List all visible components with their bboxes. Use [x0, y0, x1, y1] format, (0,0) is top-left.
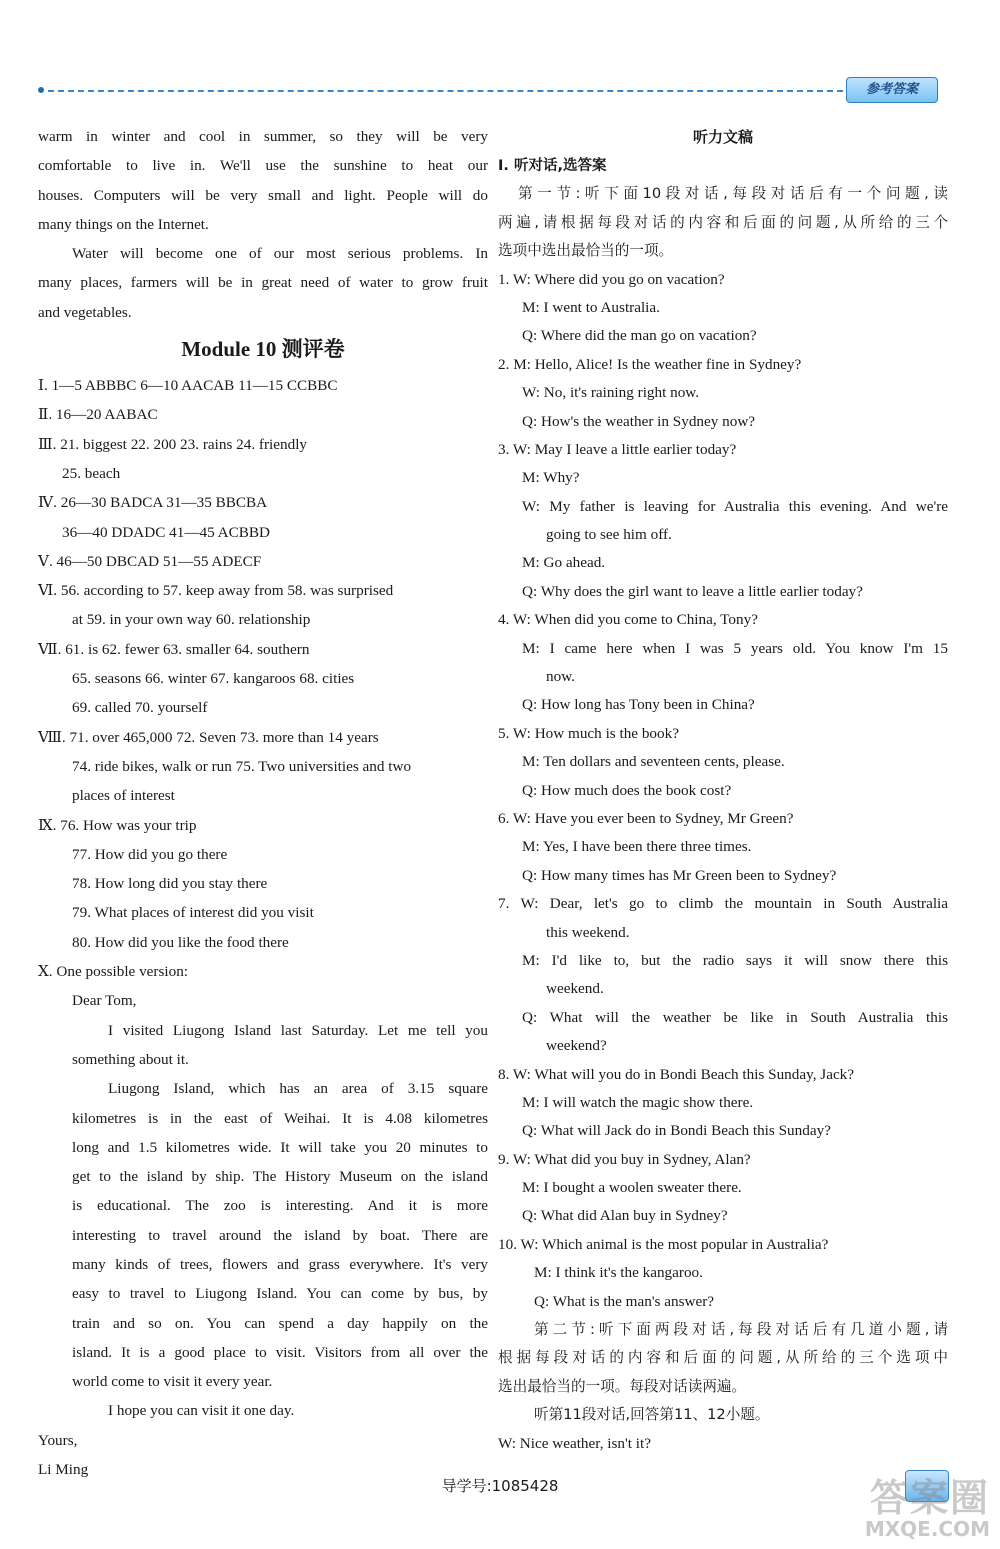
dialogue-line: Q: Why does the girl want to leave a little earlier today?	[522, 582, 863, 600]
dialogue-line: W: Nice weather, isn't it?	[498, 1434, 651, 1452]
dialogue-line: 7. W: Dear, let's go to climb the mountain in South Australia	[498, 895, 948, 913]
answer-line: Ⅰ. 1—5 ABBBC 6—10 AACAB 11—15 CCBBC	[38, 377, 338, 395]
letter-line: kilometres is in the east of Weihai. It is 4.08 kilometres	[72, 1109, 488, 1127]
dialogue-line: 9. W: What did you buy in Sydney, Alan?	[498, 1150, 751, 1168]
letter-line: train and so on. You can spend a day happily on the	[72, 1314, 488, 1332]
dialogue-line: now.	[546, 668, 575, 686]
dialogue-line: Q: How much does the book cost?	[522, 781, 732, 799]
text-line: comfortable to live in. We'll use the sunshine to heat our	[38, 157, 488, 175]
dialogue-line: 10. W: Which animal is the most popular in Australia?	[498, 1235, 829, 1253]
guide-number: 导学号:1085428	[441, 1477, 559, 1495]
answer-line: Ⅸ. 76. How was your trip	[38, 816, 197, 834]
answer-line: at 59. in your own way 60. relationship	[72, 611, 311, 629]
dialogue-line: 2. M: Hello, Alice! Is the weather fine in Sydney?	[498, 355, 802, 373]
dialogue-line: M: Ten dollars and seventeen cents, please.	[522, 753, 785, 771]
dialogue-line: Q: Where did the man go on vacation?	[522, 327, 757, 345]
text-line: warm in winter and cool in summer, so they will be very	[38, 128, 488, 145]
dialogue-line: Q: What will Jack do in Bondi Beach this Sunday?	[522, 1122, 831, 1140]
dialogue-line: Q: How long has Tony been in China?	[522, 696, 755, 714]
answer-line: 69. called 70. yourself	[72, 699, 208, 717]
answer-line: 25. beach	[62, 464, 121, 482]
answer-line: 77. How did you go there	[72, 845, 228, 863]
text-line: many places, farmers will be in great need of water to grow fruit	[38, 274, 488, 292]
dialogue-line: M: I came here when I was 5 years old. You know I'm 15	[522, 639, 948, 657]
watermark-logo	[790, 1476, 990, 1541]
text-line: many things on the Internet.	[38, 215, 209, 233]
answer-line: Ⅷ. 71. over 465,000 72. Seven 73. more than 14 years	[38, 728, 379, 746]
instruction-line: 选项中选出最恰当的一项。	[498, 242, 674, 260]
left-column	[38, 122, 488, 1484]
dialogue-line: weekend.	[546, 980, 604, 998]
letter-line: get to the island by ship. The History Museum on the island	[72, 1168, 488, 1186]
answer-line: 80. How did you like the food there	[72, 933, 289, 951]
watermark-url: MXQE.COM	[864, 1517, 990, 1541]
right-column	[498, 122, 948, 1458]
letter-line: easy to travel to Liugong Island. You can come by bus, by	[72, 1285, 488, 1303]
answer-line: Ⅵ. 56. according to 57. keep away from 58. was surprised	[38, 582, 394, 600]
watermark-text: 答案圈	[869, 1476, 990, 1520]
letter-line: interesting to travel around the island by boat. There are	[72, 1226, 488, 1244]
dialogue-line: weekend?	[546, 1037, 607, 1055]
letter-line: is educational. The zoo is interesting. And it is more	[72, 1197, 488, 1215]
dialogue-line: M: Why?	[522, 469, 580, 487]
bullet-dot-icon	[38, 87, 44, 93]
letter-line: something about it.	[72, 1050, 189, 1068]
instruction-line: 第一节:听下面10段对话,每段对话后有一个问题,读	[518, 185, 948, 203]
instruction-line: 听第11段对话,回答第11、12小题。	[534, 1406, 770, 1424]
letter-line: I hope you can visit it one day.	[108, 1402, 295, 1420]
dialogue-line: Q: What did Alan buy in Sydney?	[522, 1207, 728, 1225]
text-line: houses. Computers will be very small and light. People will do	[38, 186, 488, 204]
dialogue-line: M: Go ahead.	[522, 554, 606, 572]
section-tag: 参考答案	[846, 77, 938, 103]
letter-greeting: Dear Tom,	[72, 992, 137, 1010]
letter-signature: Li Ming	[38, 1461, 89, 1479]
dialogue-line: W: No, it's raining right now.	[522, 384, 700, 402]
answer-line: 78. How long did you stay there	[72, 875, 268, 893]
dialogue-line: M: I think it's the kangaroo.	[534, 1264, 703, 1282]
dialogue-line: Q: How many times has Mr Green been to Sydney?	[522, 866, 837, 884]
letter-line: world come to visit it every year.	[72, 1373, 273, 1391]
answer-line: Ⅹ. One possible version:	[38, 963, 189, 981]
letter-line: island. It is a good place to visit. Visitors from all over the	[72, 1343, 488, 1361]
dialogue-line: 1. W: Where did you go on vacation?	[498, 270, 725, 288]
dialogue-line: this weekend.	[546, 923, 630, 941]
dialogue-line: M: I bought a woolen sweater there.	[522, 1179, 742, 1197]
answer-line: Ⅲ. 21. biggest 22. 200 23. rains 24. friendly	[38, 435, 308, 453]
dialogue-line: Q: How's the weather in Sydney now?	[522, 412, 756, 430]
dialogue-line: 6. W: Have you ever been to Sydney, Mr Green?	[498, 809, 794, 827]
text-line: and vegetables.	[38, 303, 132, 321]
answer-line: places of interest	[72, 787, 175, 805]
answer-line: 79. What places of interest did you visit	[72, 904, 314, 922]
instruction-line: 选出最恰当的一项。每段对话读两遍。	[498, 1377, 747, 1395]
letter-line: Liugong Island, which has an area of 3.15 square	[108, 1080, 488, 1098]
header-decoration	[38, 83, 938, 97]
dialogue-line: 8. W: What will you do in Bondi Beach this Sunday, Jack?	[498, 1065, 855, 1083]
letter-line: many kinds of trees, flowers and grass everywhere. It's very	[72, 1255, 488, 1273]
instruction-line: 第二节:听下面两段对话,每段对话后有几道小题,请	[534, 1321, 948, 1339]
answer-line: Ⅳ. 26—30 BADCA 31—35 BBCBA	[38, 494, 268, 512]
script-heading: 听力文稿	[692, 128, 753, 146]
dialogue-line: Q: What will the weather be like in South Australia this	[522, 1008, 948, 1026]
module-heading: Module 10 测评卷	[181, 337, 345, 362]
letter-line: long and 1.5 kilometres wide. It will take you 20 minutes to	[72, 1138, 488, 1156]
answer-line: Ⅱ. 16—20 AABAC	[38, 406, 158, 424]
dialogue-line: Q: What is the man's answer?	[534, 1292, 715, 1310]
answer-line: 36—40 DDADC 41—45 ACBBD	[62, 523, 271, 541]
dialogue-line: 3. W: May I leave a little earlier today?	[498, 440, 737, 458]
dialogue-line: M: Yes, I have been there three times.	[522, 838, 752, 856]
letter-line: I visited Liugong Island last Saturday. Let me tell you	[108, 1021, 488, 1039]
dialogue-line: M: I will watch the magic show there.	[522, 1093, 754, 1111]
section-title: Ⅰ. 听对话,选答案	[498, 158, 607, 174]
dialogue-line: going to see him off.	[546, 526, 672, 544]
answer-line: Ⅴ. 46—50 DBCAD 51—55 ADECF	[38, 552, 262, 570]
instruction-line: 两遍,请根据每段对话的内容和后面的问题,从所给的三个	[498, 213, 948, 231]
dashed-divider	[48, 90, 843, 92]
text-line: Water will become one of our most serious problems. In	[72, 245, 488, 263]
instruction-line: 根据每段对话的内容和后面的问题,从所给的三个选项中	[498, 1349, 948, 1367]
dialogue-line: 5. W: How much is the book?	[498, 724, 679, 742]
dialogue-line: W: My father is leaving for Australia this evening. And we're	[522, 497, 948, 515]
dialogue-line: M: I went to Australia.	[522, 298, 660, 316]
answer-line: Ⅶ. 61. is 62. fewer 63. smaller 64. southern	[38, 640, 310, 658]
answer-line: 74. ride bikes, walk or run 75. Two universities and two	[72, 757, 412, 775]
dialogue-line: 4. W: When did you come to China, Tony?	[498, 611, 758, 629]
dialogue-line: M: I'd like to, but the radio says it will snow there this	[522, 951, 948, 969]
letter-closing: Yours,	[38, 1431, 78, 1449]
answer-line: 65. seasons 66. winter 67. kangaroos 68. cities	[72, 670, 355, 688]
